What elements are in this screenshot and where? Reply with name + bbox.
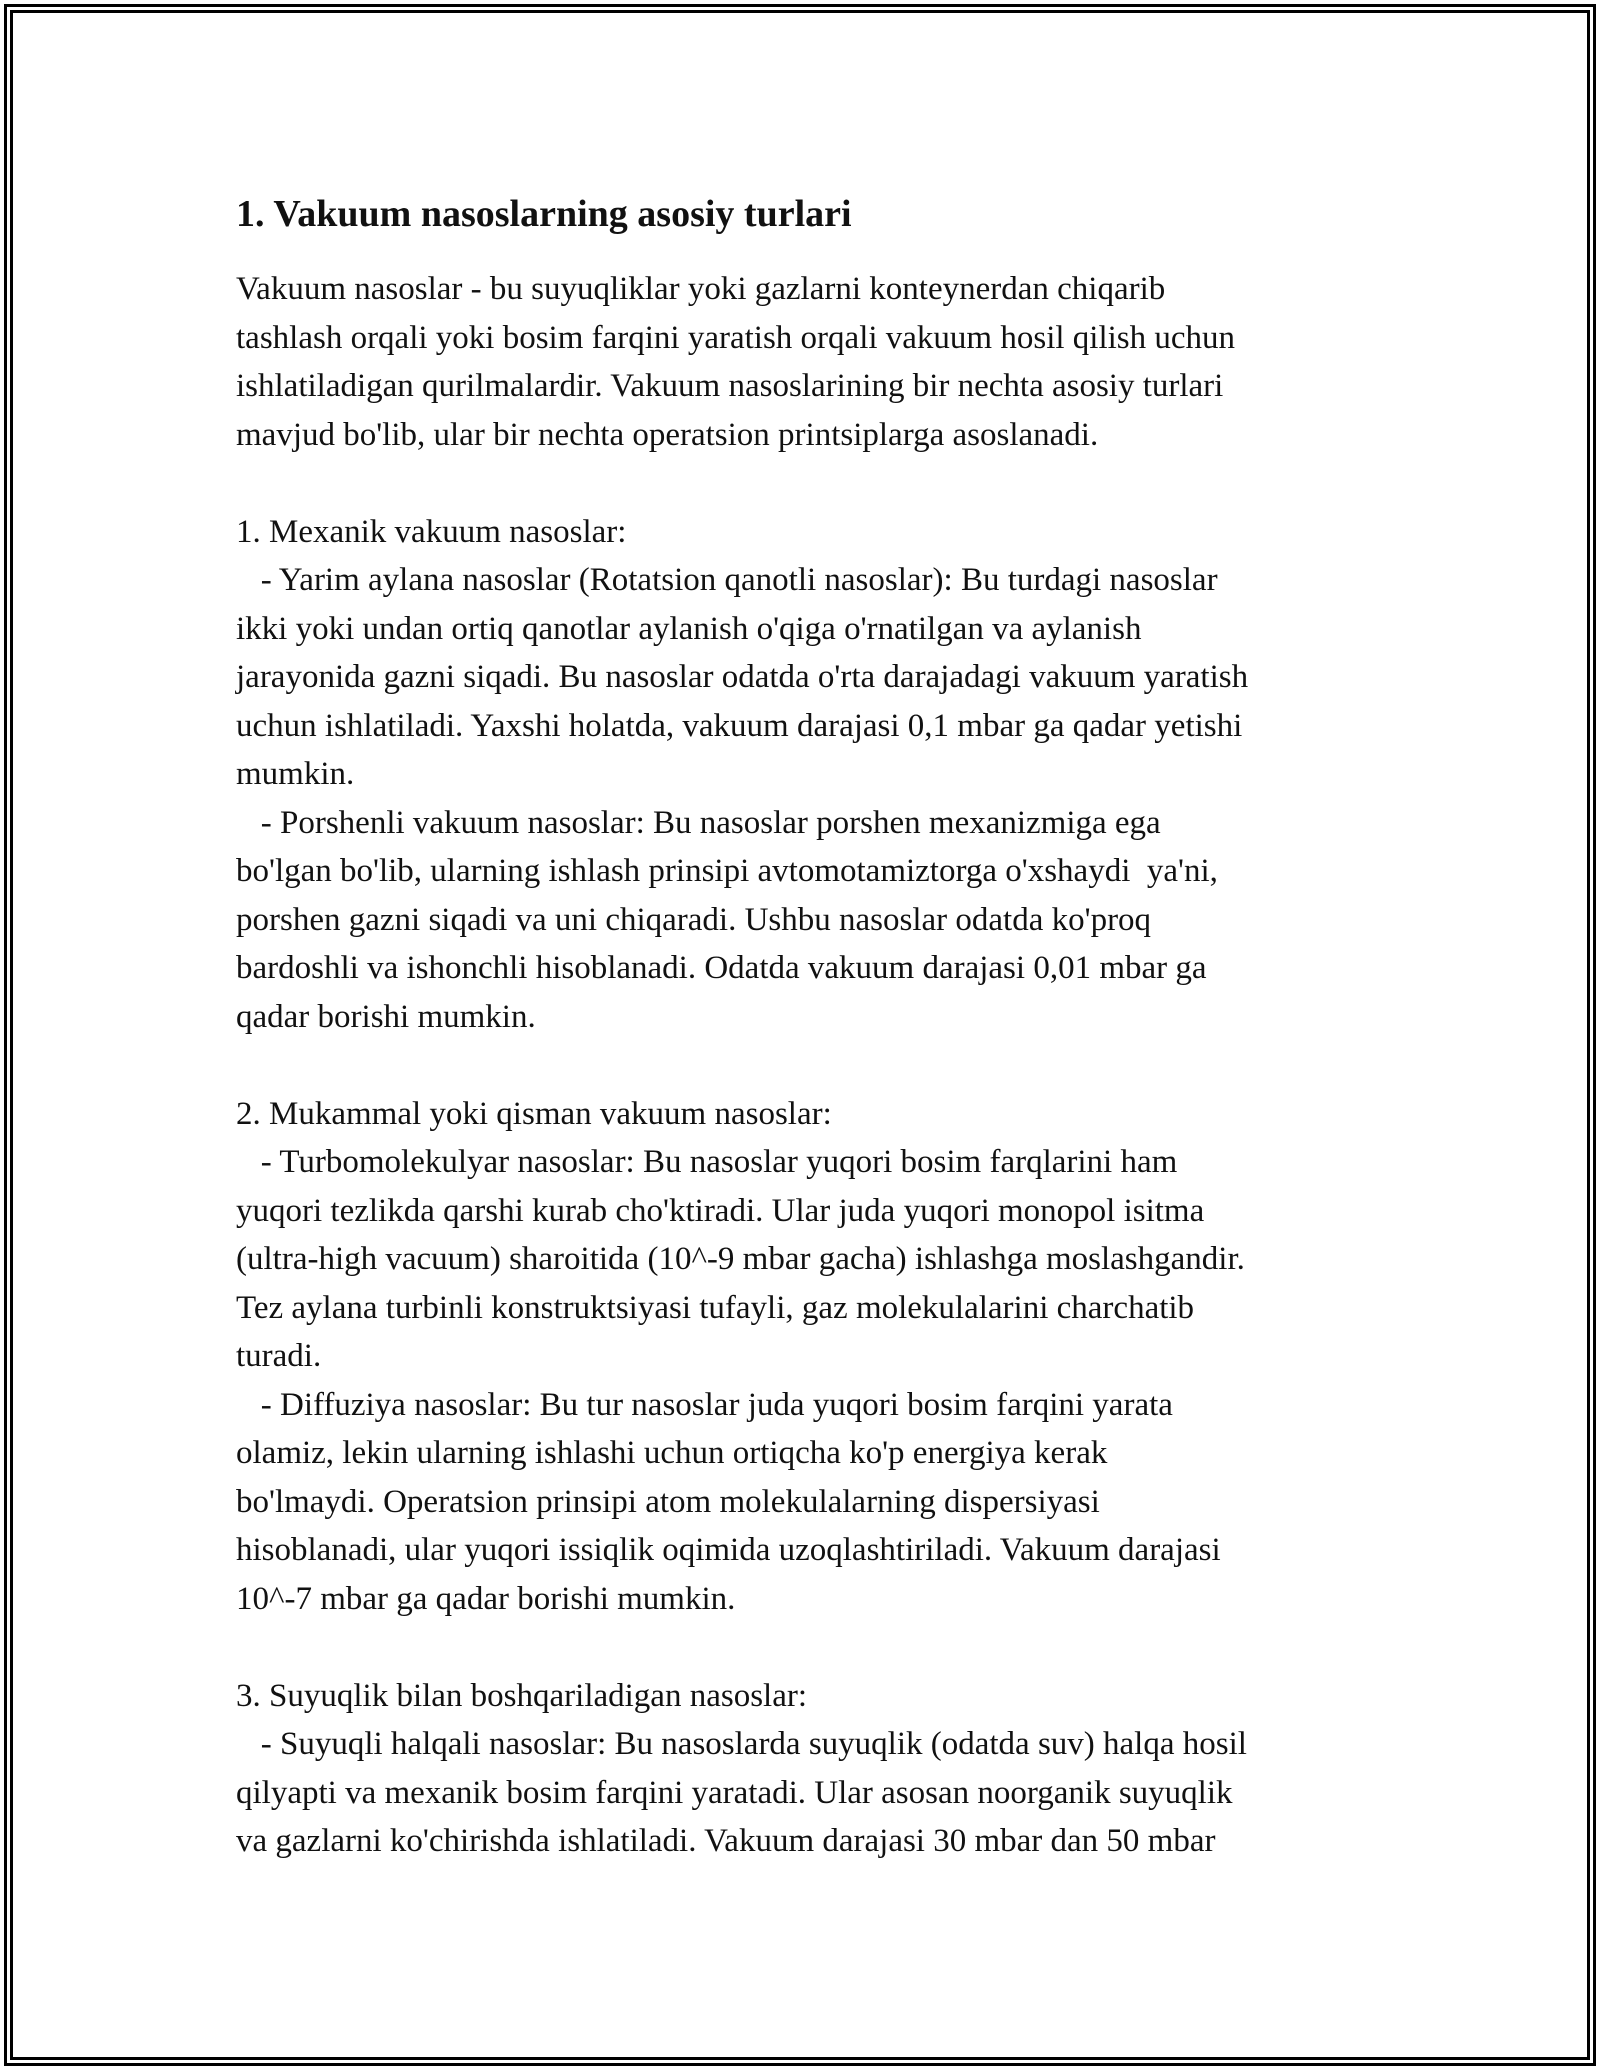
document-heading: 1. Vakuum nasoslarning asosiy turlari bbox=[236, 193, 852, 235]
document-body bbox=[236, 185, 1386, 1866]
paragraph-spacer bbox=[236, 1041, 1386, 1090]
intro-paragraph: Vakuum nasoslar - bu suyuqliklar yoki gazlarni konteynerdan chiqarib tashlash orqali yoki bosim farqini yaratish orqali vakuum hosil qilish uchun ishlatiladigan qurilmalardir. Vakuum nasoslarining bir nechta asosiy turlari mavjud bo'lib, ular bir nechta operatsion printsiplarga asoslanadi. bbox=[236, 271, 1236, 453]
section-liquid-pumps: 3. Suyuqlik bilan boshqariladigan nasoslar: - Suyuqli halqali nasoslar: Bu nasoslarda suyuqlik (odatda suv) halqa hosil qilyapti va mexanik bosim farqini yaratadi. Ular asosan noorganik suyuqlik va gazlarni ko'chirishda ishlatiladi. Vakuum darajasi 30 mbar dan 50 mbar bbox=[236, 1677, 1247, 1859]
section-mechanical-pumps: 1. Mexanik vakuum nasoslar: - Yarim aylana nasoslar (Rotatsion qanotli nasoslar): Bu turdagi nasoslar ikki yoki undan ortiq qanotlar aylanish o'qiga o'rnatilgan va aylanish jarayonida gazni siqadi. Bu nasoslar odatda o'rta darajadagi vakuum yaratish uchun ishlatiladi. Yaxshi holatda, vakuum darajasi 0,1 mbar ga qadar yetishi mumkin. - Porshenli vakuum nasoslar: Bu nasoslar porshen mexanizmiga ega bo'lgan bo'lib, ularning ishlash prinsipi avtomotamiztorga o'xshaydi ya'ni, porshen gazni siqadi va uni chiqaradi. Ushbu nasoslar odatda ko'proq bardoshli va ishonchli hisoblanadi. Odatda vakuum darajasi 0,01 mbar ga qadar borishi mumkin. bbox=[236, 513, 1249, 1035]
paragraph-spacer bbox=[236, 1623, 1386, 1672]
section-high-vacuum-pumps: 2. Mukammal yoki qisman vakuum nasoslar: - Turbomolekulyar nasoslar: Bu nasoslar yuqori bosim farqlarini ham yuqori tezlikda qarshi kurab cho'ktiradi. Ular juda yuqori monopol isitma (ultra-high vacuum) sharoitida (10^-9 mbar gacha) ishlashga moslashgandir. Tez aylana turbinli konstruktsiyasi tufayli, gaz molekulalarini charchatib turadi. - Diffuziya nasoslar: Bu tur nasoslar juda yuqori bosim farqini yarata olamiz, lekin ularning ishlashi uchun ortiqcha ko'p energiya kerak bo'lmaydi. Operatsion prinsipi atom molekulalarning dispersiyasi hisoblanadi, ular yuqori issiqlik oqimida uzoqlashtiriladi. Vakuum darajasi 10^-7 mbar ga qadar borishi mumkin. bbox=[236, 1095, 1245, 1617]
paragraph-spacer bbox=[236, 459, 1386, 508]
